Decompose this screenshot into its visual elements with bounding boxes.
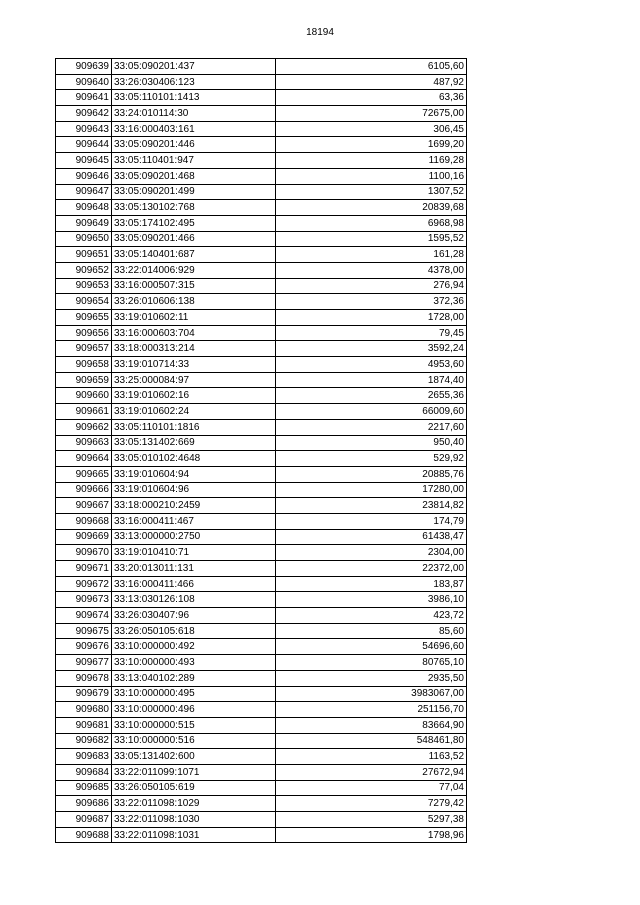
amount-value: 174,79 [276,513,467,529]
row-number: 909659 [56,372,112,388]
row-number: 909669 [56,529,112,545]
amount-value: 1595,52 [276,231,467,247]
amount-value: 72675,00 [276,106,467,122]
cadastral-number: 33:22:011098:1030 [112,812,276,828]
table-row [56,59,467,75]
row-number: 909667 [56,498,112,514]
cadastral-number: 33:25:000084:97 [112,372,276,388]
registry-table-body [56,59,467,843]
table-row [56,827,467,843]
row-number: 909639 [56,59,112,75]
row-number: 909673 [56,592,112,608]
amount-value: 4953,60 [276,357,467,373]
amount-value: 66009,60 [276,404,467,420]
row-number: 909688 [56,827,112,843]
amount-value: 306,45 [276,121,467,137]
row-number: 909678 [56,670,112,686]
row-number: 909658 [56,357,112,373]
cadastral-number: 33:16:000603:704 [112,325,276,341]
amount-value: 83664,90 [276,717,467,733]
table-row [56,733,467,749]
amount-value: 487,92 [276,74,467,90]
row-number: 909666 [56,482,112,498]
row-number: 909651 [56,247,112,263]
cadastral-number: 33:05:130102:768 [112,200,276,216]
row-number: 909654 [56,294,112,310]
table-row [56,341,467,357]
amount-value: 20885,76 [276,466,467,482]
table-row [56,702,467,718]
cadastral-number: 33:26:050105:619 [112,780,276,796]
page-number: 18194 [306,27,334,38]
table-row [56,90,467,106]
row-number: 909646 [56,168,112,184]
amount-value: 6105,60 [276,59,467,75]
table-row [56,670,467,686]
table-row [56,106,467,122]
cadastral-number: 33:26:050105:618 [112,623,276,639]
cadastral-number: 33:10:000000:492 [112,639,276,655]
table-row [56,576,467,592]
row-number: 909655 [56,310,112,326]
cadastral-number: 33:16:000411:467 [112,513,276,529]
amount-value: 423,72 [276,608,467,624]
cadastral-number: 33:22:011098:1031 [112,827,276,843]
table-row [56,764,467,780]
amount-value: 3986,10 [276,592,467,608]
row-number: 909649 [56,215,112,231]
cadastral-number: 33:22:011098:1029 [112,796,276,812]
table-row [56,372,467,388]
cadastral-number: 33:26:030407:96 [112,608,276,624]
table-row [56,357,467,373]
row-number: 909650 [56,231,112,247]
row-number: 909661 [56,404,112,420]
cadastral-number: 33:19:010602:24 [112,404,276,420]
cadastral-number: 33:13:040102:289 [112,670,276,686]
table-row [56,231,467,247]
table-row [56,812,467,828]
table-row [56,639,467,655]
row-number: 909685 [56,780,112,796]
table-row [56,780,467,796]
cadastral-number: 33:10:000000:516 [112,733,276,749]
row-number: 909682 [56,733,112,749]
amount-value: 1169,28 [276,153,467,169]
row-number: 909657 [56,341,112,357]
cadastral-number: 33:19:010602:11 [112,310,276,326]
row-number: 909674 [56,608,112,624]
table-row [56,623,467,639]
table-row [56,310,467,326]
amount-value: 80765,10 [276,655,467,671]
table-row [56,513,467,529]
cadastral-number: 33:05:090201:437 [112,59,276,75]
row-number: 909684 [56,764,112,780]
amount-value: 3983067,00 [276,686,467,702]
table-row [56,215,467,231]
amount-value: 2935,50 [276,670,467,686]
cadastral-number: 33:26:030406:123 [112,74,276,90]
cadastral-number: 33:16:000403:161 [112,121,276,137]
amount-value: 54696,60 [276,639,467,655]
amount-value: 23814,82 [276,498,467,514]
cadastral-number: 33:05:110401:947 [112,153,276,169]
amount-value: 1728,00 [276,310,467,326]
table-row [56,451,467,467]
cadastral-number: 33:19:010604:96 [112,482,276,498]
amount-value: 1163,52 [276,749,467,765]
cadastral-number: 33:22:014006:929 [112,262,276,278]
row-number: 909652 [56,262,112,278]
row-number: 909668 [56,513,112,529]
table-row [56,404,467,420]
row-number: 909643 [56,121,112,137]
row-number: 909640 [56,74,112,90]
amount-value: 61438,47 [276,529,467,545]
amount-value: 2655,36 [276,388,467,404]
cadastral-number: 33:10:000000:515 [112,717,276,733]
amount-value: 251156,70 [276,702,467,718]
amount-value: 950,40 [276,435,467,451]
cadastral-number: 33:19:010410:71 [112,545,276,561]
cadastral-number: 33:05:140401:687 [112,247,276,263]
amount-value: 2304,00 [276,545,467,561]
amount-value: 63,36 [276,90,467,106]
table-row [56,184,467,200]
cadastral-number: 33:13:000000:2750 [112,529,276,545]
amount-value: 276,94 [276,278,467,294]
table-row [56,466,467,482]
amount-value: 1874,40 [276,372,467,388]
table-row [56,294,467,310]
table-row [56,592,467,608]
row-number: 909676 [56,639,112,655]
table-row [56,278,467,294]
row-number: 909642 [56,106,112,122]
row-number: 909671 [56,561,112,577]
amount-value: 6968,98 [276,215,467,231]
amount-value: 22372,00 [276,561,467,577]
amount-value: 5297,38 [276,812,467,828]
amount-value: 372,36 [276,294,467,310]
amount-value: 548461,80 [276,733,467,749]
row-number: 909677 [56,655,112,671]
row-number: 909645 [56,153,112,169]
amount-value: 77,04 [276,780,467,796]
row-number: 909672 [56,576,112,592]
row-number: 909648 [56,200,112,216]
amount-value: 27672,94 [276,764,467,780]
row-number: 909656 [56,325,112,341]
table-row [56,153,467,169]
amount-value: 17280,00 [276,482,467,498]
cadastral-number: 33:18:000210:2459 [112,498,276,514]
row-number: 909681 [56,717,112,733]
table-row [56,325,467,341]
cadastral-number: 33:05:110101:1413 [112,90,276,106]
table-row [56,545,467,561]
cadastral-number: 33:24:010114:30 [112,106,276,122]
row-number: 909641 [56,90,112,106]
amount-value: 79,45 [276,325,467,341]
cadastral-number: 33:19:010602:16 [112,388,276,404]
cadastral-number: 33:19:010604:94 [112,466,276,482]
row-number: 909660 [56,388,112,404]
cadastral-number: 33:05:010102:4648 [112,451,276,467]
row-number: 909683 [56,749,112,765]
row-number: 909675 [56,623,112,639]
cadastral-number: 33:18:000313:214 [112,341,276,357]
row-number: 909664 [56,451,112,467]
table-row [56,529,467,545]
table-row [56,608,467,624]
cadastral-number: 33:05:090201:499 [112,184,276,200]
table-row [56,717,467,733]
cadastral-number: 33:05:131402:669 [112,435,276,451]
cadastral-number: 33:10:000000:496 [112,702,276,718]
table-row [56,137,467,153]
table-row [56,561,467,577]
table-row [56,419,467,435]
row-number: 909665 [56,466,112,482]
cadastral-number: 33:16:000411:466 [112,576,276,592]
table-row [56,121,467,137]
amount-value: 2217,60 [276,419,467,435]
amount-value: 85,60 [276,623,467,639]
row-number: 909680 [56,702,112,718]
registry-table [55,58,467,843]
cadastral-number: 33:22:011099:1071 [112,764,276,780]
amount-value: 4378,00 [276,262,467,278]
cadastral-number: 33:20:013011:131 [112,561,276,577]
table-row [56,498,467,514]
cadastral-number: 33:05:131402:600 [112,749,276,765]
row-number: 909686 [56,796,112,812]
cadastral-number: 33:10:000000:495 [112,686,276,702]
table-row [56,749,467,765]
cadastral-number: 33:26:010606:138 [112,294,276,310]
row-number: 909653 [56,278,112,294]
table-row [56,262,467,278]
cadastral-number: 33:05:110101:1816 [112,419,276,435]
row-number: 909662 [56,419,112,435]
table-row [56,655,467,671]
table-row [56,247,467,263]
amount-value: 1699,20 [276,137,467,153]
cadastral-number: 33:05:090201:446 [112,137,276,153]
cadastral-number: 33:05:090201:468 [112,168,276,184]
row-number: 909679 [56,686,112,702]
table-row [56,200,467,216]
amount-value: 183,87 [276,576,467,592]
amount-value: 20839,68 [276,200,467,216]
amount-value: 529,92 [276,451,467,467]
cadastral-number: 33:10:000000:493 [112,655,276,671]
row-number: 909687 [56,812,112,828]
cadastral-number: 33:13:030126:108 [112,592,276,608]
table-row [56,686,467,702]
amount-value: 1798,96 [276,827,467,843]
amount-value: 161,28 [276,247,467,263]
amount-value: 3592,24 [276,341,467,357]
row-number: 909663 [56,435,112,451]
amount-value: 1100,16 [276,168,467,184]
row-number: 909647 [56,184,112,200]
amount-value: 7279,42 [276,796,467,812]
amount-value: 1307,52 [276,184,467,200]
cadastral-number: 33:16:000507:315 [112,278,276,294]
table-row [56,388,467,404]
cadastral-number: 33:19:010714:33 [112,357,276,373]
cadastral-number: 33:05:174102:495 [112,215,276,231]
row-number: 909644 [56,137,112,153]
table-row [56,796,467,812]
table-row [56,482,467,498]
cadastral-number: 33:05:090201:466 [112,231,276,247]
row-number: 909670 [56,545,112,561]
table-row [56,74,467,90]
table-row [56,168,467,184]
table-row [56,435,467,451]
